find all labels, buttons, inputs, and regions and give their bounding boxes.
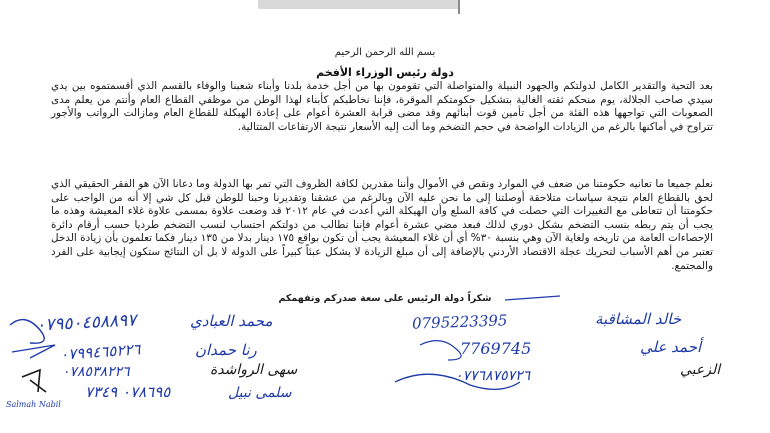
paragraph-intro: بعد التحية والتقدير الكامل لدولتكم والجهود النبيلة والمتواصلة التي تقومون بها من أجل خدمة بلدنا وأبناء شعبنا والوفاء بالقسم الذي أقسمتموه بين يدي سيدي صاحب الجلالة، يوم منحكم ثقته الغالية بتشكيل حكومتكم الموقرة، فإننا نخاطبكم كأبناء لهذا الوطن من موظفي القطاع العام وأنتم من يعلم مدى الصعوبات التي تواجهها هذه الفئة من أجل تأمين قوت أبنائهم وقد مضى قرابة العشرة أعوام على إعادة الهيكلة للقطاع العام ومازالت الرواتب والأجور تتراوح في أماكنها بالرغم من الزيادات الواضحة في حجم التضخم وما ألت إليه الأسعار نتيجة الارتفاعات المتتالية. [51, 80, 713, 133]
signature-7-phone: ٠٧٧٦٨٧٥٧٢٦ [455, 368, 531, 384]
signature-1-phone: ٠٧٩٥٠٤٥٨٨٩٧ [35, 310, 137, 336]
signature-5-phone: ٠٧٨٥٣٨٢٢٦ [62, 364, 130, 380]
signature-3-name: رنا حمدان [195, 341, 257, 359]
signature-1-name: محمد العبادي [190, 312, 273, 330]
letter-heading: دولة رئيس الوزراء الأفخم [316, 66, 454, 79]
signature-6-phone: ٠٧٨٦٩٥ ٧٣٤٩ [85, 383, 171, 401]
signature-5-name: سهى الرواشدة [210, 362, 298, 378]
basmala: بسم الله الرحمن الرحيم [334, 47, 436, 58]
signature-4-phone: 7769745 [460, 339, 532, 358]
closing-line: شكراً دولة الرئيس على سعة صدركم وتفهمكم [278, 293, 492, 304]
signature-7-name: سلمى نبيل [228, 385, 292, 401]
paragraph-request: نعلم جميعا ما تعانيه حكومتنا من ضعف في الموارد ونقص في الأموال وأننا مقدرين لكافة الظروف التي تمر بها الدولة وما دعانا الآن هو الفقر الحقيقي الذي لحق بالقطاع العام نتيجة سياسات متلاحقة أوصلتنا إلى ما نحن عليه الآن وبالرغم من عشقنا وتقديرنا وحبنا للوطن قبل كل شي إلا أنه من الواجب على حكومتنا أن تتعاطى مع التغييرات التي حصلت في كافة السلع وأن الهيكلة التي أعدت في عام ٢٠١٢ قد وضعت علاوة بمسمى علاوة غلاء المعيشة وهذه ما يجب أن يتم ربطه بنسب التضخم بشكل دوري لذلك فبعد مضي عشرة أعوام فإننا نطالب من دولتكم احتساب لنسب التضخم طرديا حسب أرقام دائرة الإحصاءات العامة من تاريخه ولغاية الآن وهي بنسبة ٣٠% أي أن غلاء المعيشة يجب أن تكون بواقع ١٧٥ دينار بدلا من ١٣٥ دينار فكما تعلمون بأن زيادة الدخل تعتبر من أهم الأسباب لتحريك عجلة الاقتصاد الأردني بالإضافة إلى أن مبلغ الزيادة لا يشكل عبئاً كبيراً على الدولة لا بل أن النتائج ستكون إيجابية على الفرد والمجتمع. [51, 178, 713, 272]
signature-4-name: أحمد علي [640, 338, 702, 356]
signature-8-latin: Salmah Nabil [6, 400, 61, 409]
signature-3-phone: ٠٧٩٩٤٦٥٢٢٦ [59, 340, 142, 364]
signature-2-phone: 0795223395 [411, 311, 508, 333]
signature-2-name: خالد المشاقبة [595, 310, 682, 328]
signature-6-name: الزعبي [680, 362, 721, 378]
